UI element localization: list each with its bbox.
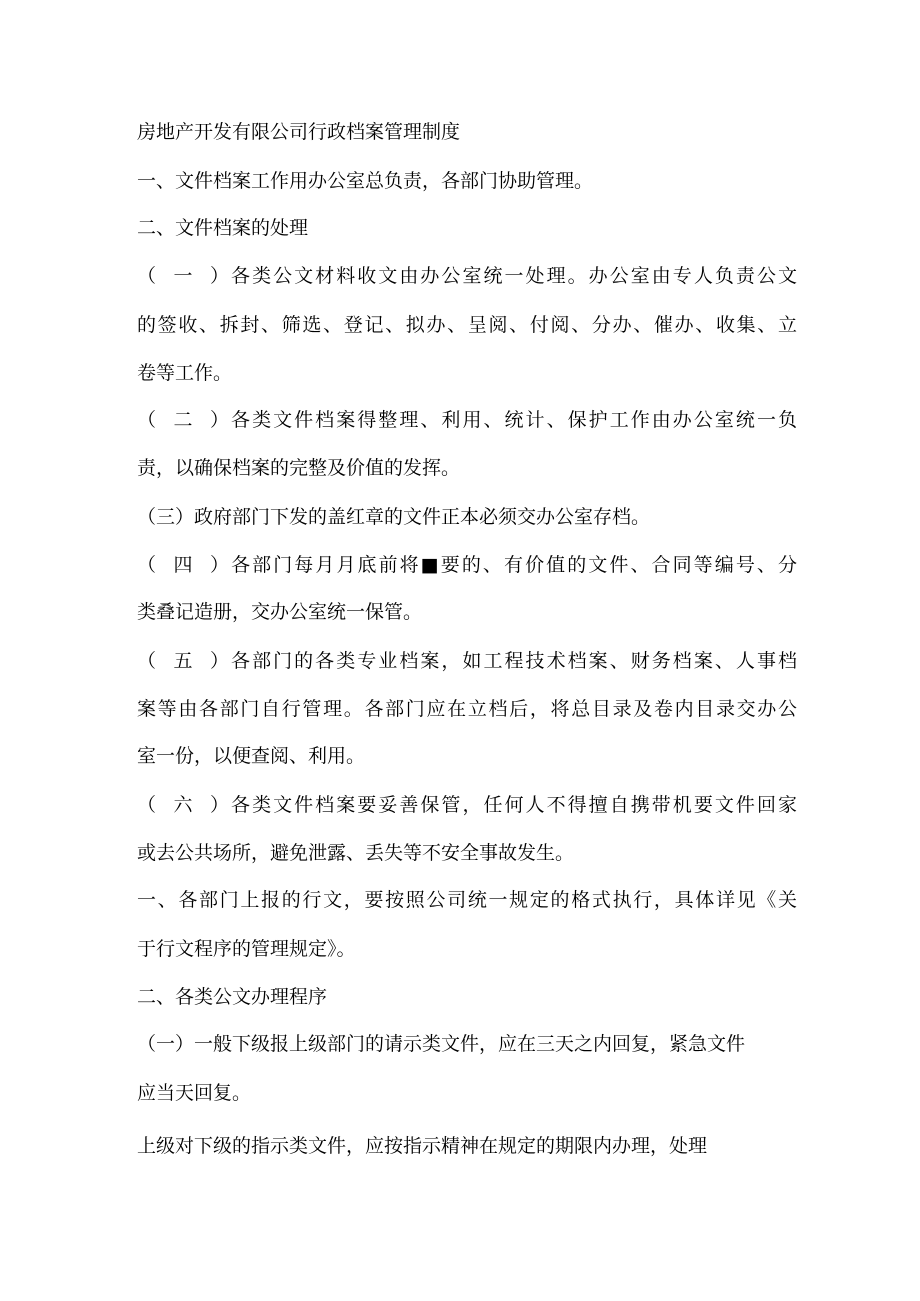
paragraph-line: （一）一般下级报上级部门的请示类文件，应在三天之内回复，紧急文件 xyxy=(137,1033,746,1055)
item-marker: （四） xyxy=(137,554,229,576)
paragraph-line: 或去公共场所，避免泄露、丢失等不安全事故发生。 xyxy=(137,842,575,864)
paragraph-line: 一、文件档案工作用办公室总负责，各部门协助管理。 xyxy=(137,170,594,192)
paragraph-line: 责，以确保档案的完整及价值的发挥。 xyxy=(137,457,461,479)
paragraph-line xyxy=(137,793,797,817)
item-text: 各类公文材料收文由办公室统一处理。办公室由专人负责公文 xyxy=(229,265,797,287)
section-heading: 二、各类公文办理程序 xyxy=(137,986,328,1008)
paragraph-line: 应当天回复。 xyxy=(137,1082,252,1104)
paragraph-line xyxy=(137,649,797,673)
item-marker: （一） xyxy=(137,265,229,287)
paragraph-line: 一、各部门上报的行文，要按照公司统一规定的格式执行，具体详见《关 xyxy=(137,889,797,911)
paragraph-line: 室一份，以便查阅、利用。 xyxy=(137,745,366,767)
paragraph-line: 上级对下级的指示类文件，应按指示精神在规定的期限内办理，处理 xyxy=(137,1135,708,1157)
item-text: 各部门每月月底前将■要的、有价值的文件、合同等编号、分 xyxy=(229,554,797,576)
paragraph-line: 案等由各部门自行管理。各部门应在立档后，将总目录及卷内目录交办公 xyxy=(137,698,797,720)
item-text: 各部门的各类专业档案，如工程技术档案、财务档案、人事档 xyxy=(229,650,797,672)
document-title: 房地产开发有限公司行政档案管理制度 xyxy=(137,121,461,143)
item-marker: （二） xyxy=(137,409,229,431)
paragraph-line xyxy=(137,553,797,577)
item-text: 各类文件档案得整理、利用、统计、保护工作由办公室统一负 xyxy=(229,409,797,431)
paragraph-line: （三）政府部门下发的盖红章的文件正本必须交办公室存档。 xyxy=(137,506,651,528)
item-text: 各类文件档案要妥善保管，任何人不得擅自携带机要文件回家 xyxy=(229,794,797,816)
item-marker: （五） xyxy=(137,650,229,672)
paragraph-line: 类叠记造册，交办公室统一保管。 xyxy=(137,601,423,623)
paragraph-line xyxy=(137,264,797,288)
section-heading: 二、文件档案的处理 xyxy=(137,217,309,239)
paragraph-line: 的签收、拆封、筛选、登记、拟办、呈阅、付阅、分办、催办、收集、立 xyxy=(137,314,797,336)
paragraph-line: 于行文程序的管理规定》。 xyxy=(137,938,356,960)
paragraph-line xyxy=(137,408,797,432)
paragraph-line: 卷等工作。 xyxy=(137,362,233,384)
item-marker: （六） xyxy=(137,794,229,816)
